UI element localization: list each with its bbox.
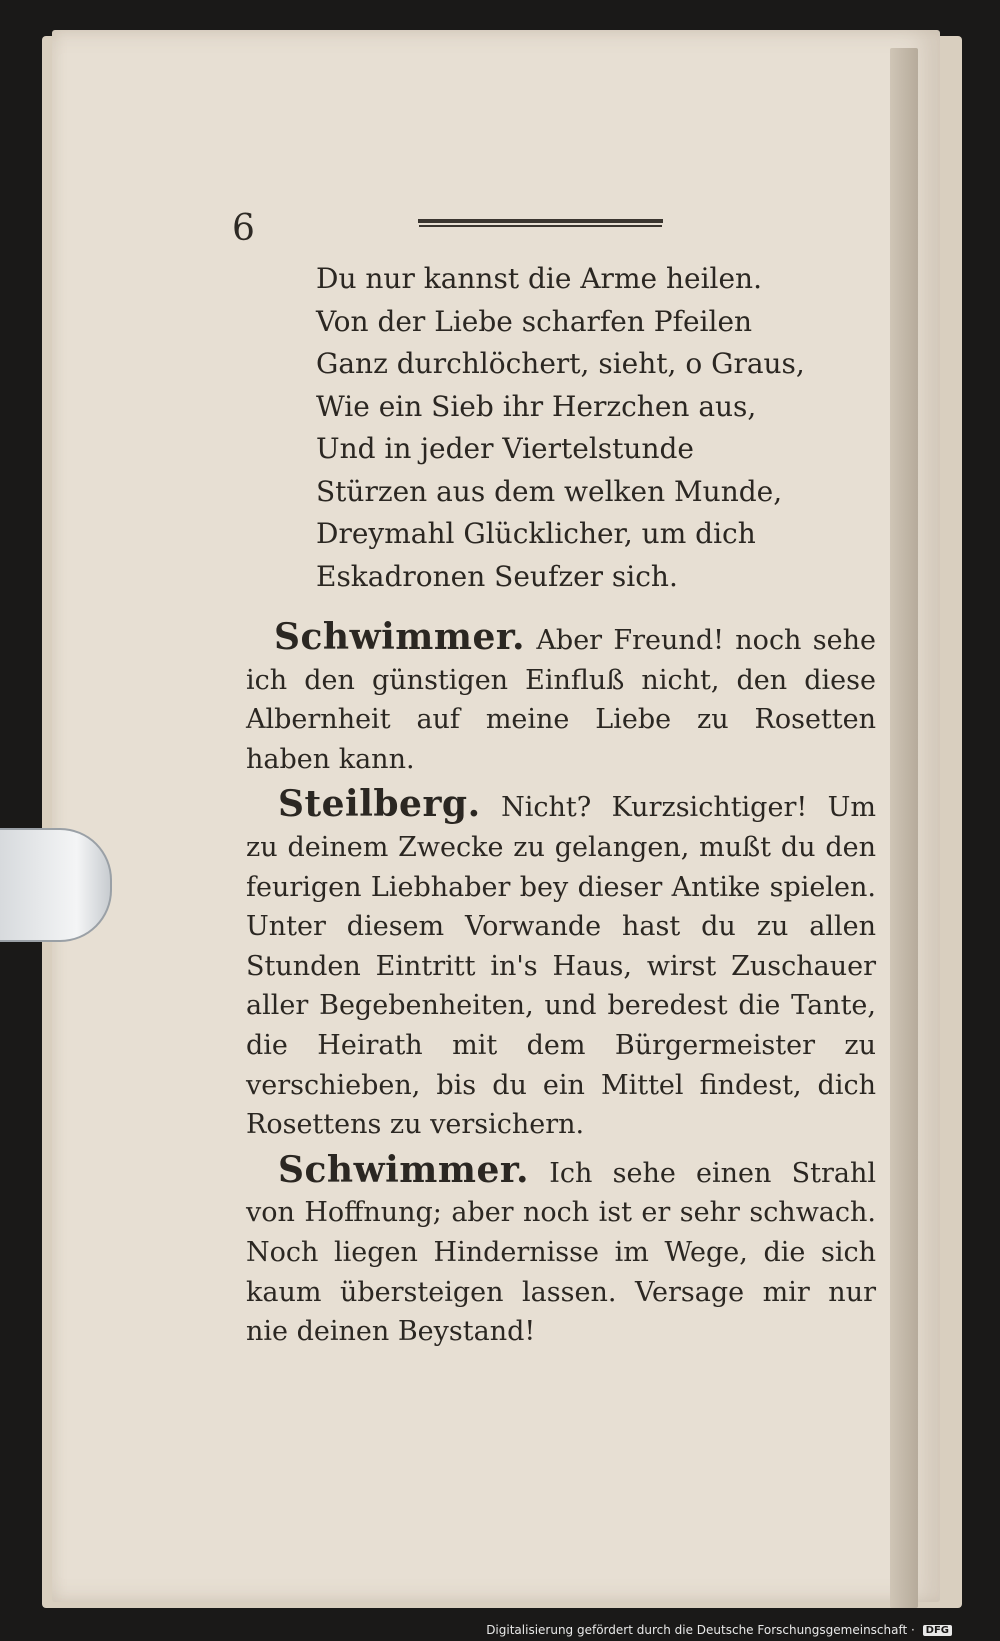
speech-paragraph — [246, 785, 876, 1144]
verse-line: Wie ein Sieb ihr Herzchen aus, — [316, 389, 757, 423]
speech-paragraph — [246, 1148, 877, 1352]
page-clip — [0, 828, 112, 942]
verse-line: Von der Liebe scharfen Pfeilen — [316, 304, 753, 338]
credit-text: Digitalisierung gefördert durch die Deutsche Forschungsgemeinschaft · — [486, 1623, 915, 1637]
speech-text: Nicht? Kurzsichtiger! Um zu deinem Zwecke zu gelangen, mußt du den feurigen Liebhaber bey dieser Antike spielen. Unter diesem Vorwande hast du zu allen Stunden Eintritt in's Haus, wirst Zuschauer aller Begebenheiten, und beredest die Tante, die Heirath mit dem Bürgermeister zu verschieben, bis du ein Mittel findest, dich Rosettens zu versichern. — [246, 792, 876, 1141]
header-rule — [418, 219, 663, 223]
verse-line: Eskadronen Seufzer sich. — [316, 559, 678, 593]
dfg-logo: DFG — [923, 1625, 952, 1636]
verse-line: Stürzen aus dem welken Munde, — [316, 474, 783, 508]
speech-text: Aber Freund! noch sehe ich den günstigen Einfluß nicht, den diese Albernheit auf meine Liebe zu Rosetten haben kann. — [246, 625, 876, 775]
dialogue-block — [246, 618, 876, 1358]
verse-line: Ganz durchlöchert, sieht, o Graus, — [316, 347, 805, 380]
speech-paragraph — [246, 618, 876, 779]
speech-text: Ich sehe einen Strahl von Hoffnung; aber noch ist er sehr schwach. Noch liegen Hindernisse im Wege, die sich kaum übersteigen lassen. Versage mir nur nie deinen Beystand! — [246, 1157, 877, 1348]
verse-line: Dreymahl Glücklicher, um dich — [316, 517, 756, 550]
speaker-name: Schwimmer. — [278, 1148, 530, 1191]
speaker-name: Steilberg. — [278, 783, 481, 826]
speaker-name: Schwimmer. — [274, 616, 526, 658]
verse-block — [316, 258, 836, 598]
page-gutter — [890, 48, 918, 1608]
verse-line: Und in jeder Viertelstunde — [316, 432, 694, 465]
verse-line: Du nur kannst die Arme heilen. — [316, 262, 762, 295]
digitization-credit — [486, 1623, 952, 1637]
page-number: 6 — [232, 208, 255, 249]
